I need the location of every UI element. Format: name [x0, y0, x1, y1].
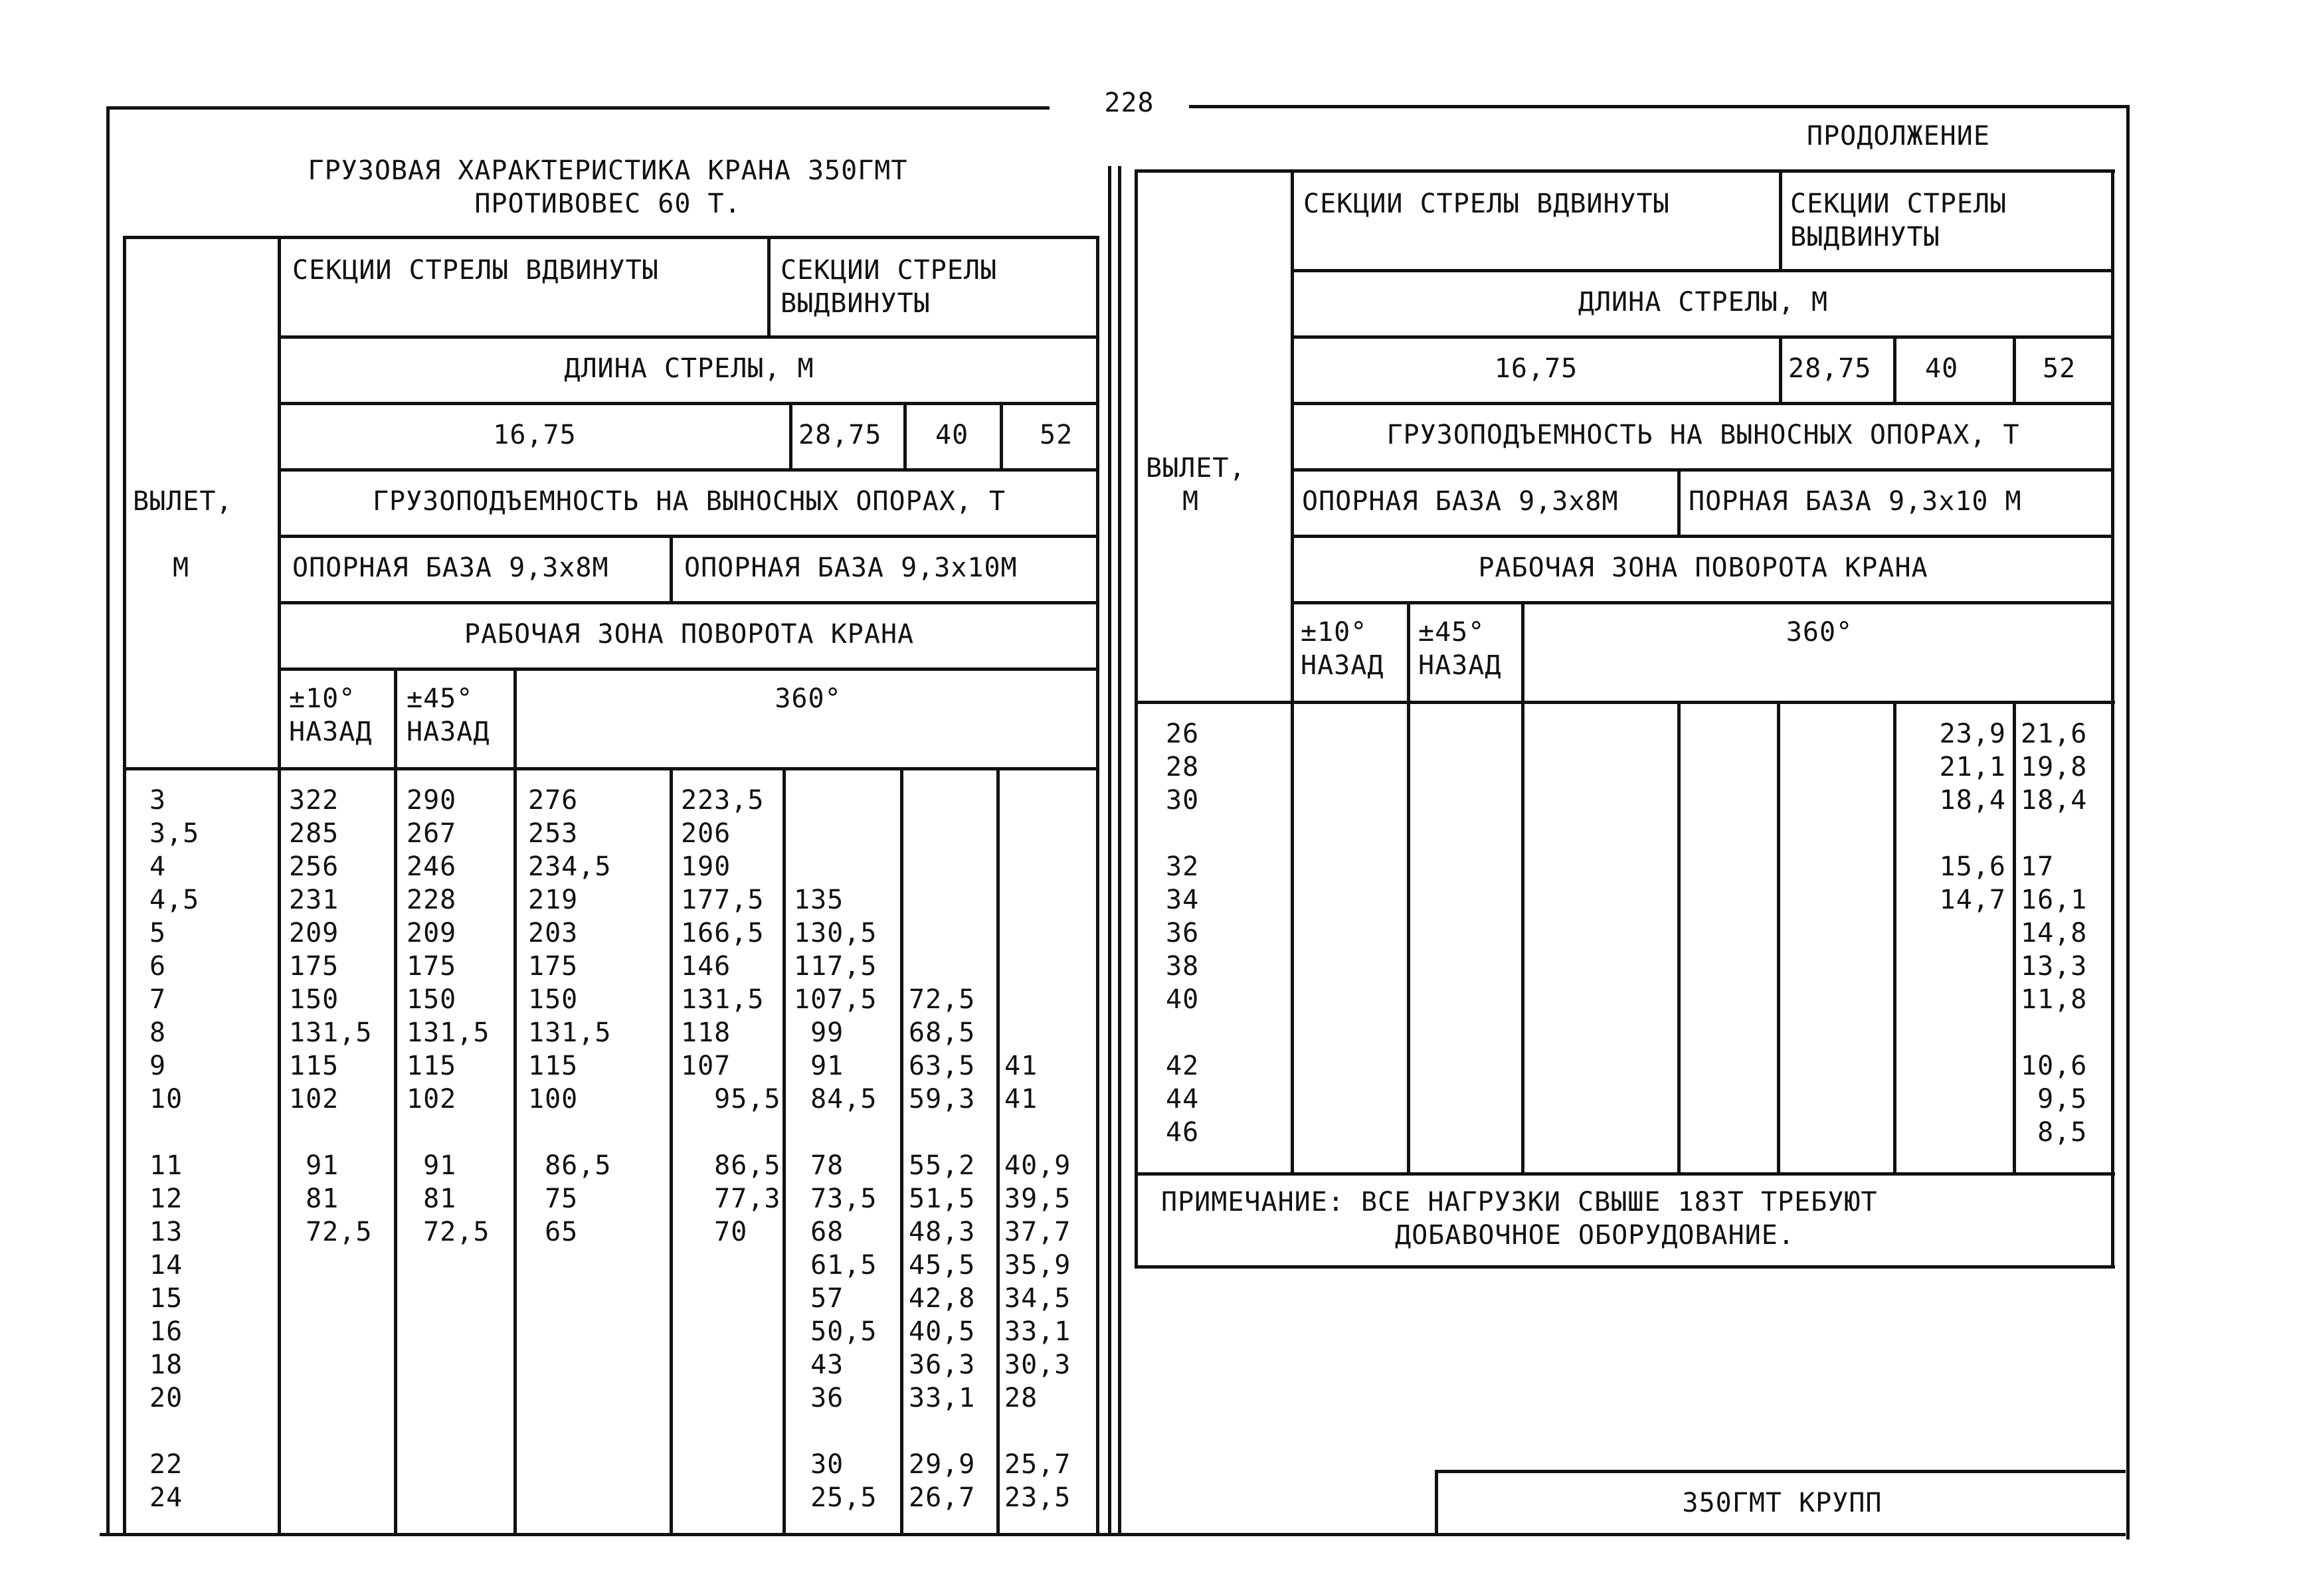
continuation-label: ПРОДОЛЖЕНИЕ [1807, 121, 1990, 151]
left-sections-in: СЕКЦИИ СТРЕЛЫ ВДВИНУТЫ [292, 255, 659, 286]
left-col-reach: 3 3,5 4 4,5 5 6 7 8 9 10 11 12 13 14 15 16 18 20 22 24 [149, 785, 200, 1513]
left-z45-line1: ±45° [407, 683, 474, 714]
page-number: 228 [1104, 88, 1154, 118]
right-len-52: 52 [2043, 353, 2076, 384]
left-reach-unit: М [173, 553, 190, 583]
right-reach-unit: М [1182, 486, 1200, 517]
right-base-8: ОПОРНАЯ БАЗА 9,3х8М [1302, 486, 1619, 517]
left-z45-line2: НАЗАД [407, 717, 490, 747]
left-title-line2: ПРОТИВОВЕС 60 Т. [474, 189, 741, 219]
left-sections-out-line2: ВЫДВИНУТЫ [781, 288, 931, 319]
left-col-52: 41 41 40,9 39,5 37,7 35,9 34,5 33,1 30,3 28 25,7 23,5 [1004, 1051, 1071, 1513]
left-col-40: 72,5 68,5 63,5 59,3 55,2 51,5 48,3 45,5 42,8 40,5 36,3 33,1 29,9 26,7 [909, 984, 976, 1513]
left-boom-length: ДЛИНА СТРЕЛЫ, М [564, 353, 814, 384]
left-z10-line2: НАЗАД [289, 717, 373, 747]
left-col-45-back: 290 267 246 228 209 175 150 131,5 115 102 91 81 72,5 [407, 785, 490, 1247]
left-base-10: ОПОРНАЯ БАЗА 9,3х10М [684, 553, 1018, 583]
left-len-1675: 16,75 [493, 420, 577, 450]
right-len-40: 40 [1925, 353, 1959, 384]
note-line1: ПРИМЕЧАНИЕ: ВСЕ НАГРУЗКИ СВЫШЕ 183Т ТРЕБУЮТ [1161, 1187, 1878, 1217]
right-sections-out-line2: ВЫДВИНУТЫ [1790, 222, 1940, 252]
right-reach-label: ВЫЛЕТ, [1146, 453, 1246, 484]
frame-bottom [100, 1533, 2126, 1536]
left-col-360-base8: 276 253 234,5 219 203 175 150 131,5 115 100 86,5 75 65 [528, 785, 612, 1247]
left-col-360-base10: 223,5 206 190 177,5 166,5 146 131,5 118 107 95,5 86,5 77,3 70 [681, 785, 781, 1247]
right-z45-line1: ±45° [1418, 617, 1485, 648]
right-len-1675: 16,75 [1494, 353, 1578, 384]
left-len-40: 40 [935, 420, 969, 450]
left-col-2875: 135 130,5 117,5 107,5 99 91 84,5 78 73,5 68 61,5 57 50,5 43 36 30 25,5 [794, 885, 877, 1513]
right-col-reach: 26 28 30 32 34 36 38 40 42 44 46 [1166, 719, 1200, 1148]
right-sections-out-line1: СЕКЦИИ СТРЕЛЫ [1790, 189, 2007, 219]
frame-left [106, 106, 110, 1534]
left-len-2875: 28,75 [798, 420, 882, 450]
frame-right [2126, 105, 2130, 1540]
left-len-52: 52 [1040, 420, 1073, 450]
right-z10-line2: НАЗАД [1301, 650, 1384, 681]
right-base-10: ПОРНАЯ БАЗА 9,3х10 М [1689, 486, 2022, 517]
frame-top-right [1189, 105, 2130, 108]
note-line2: ДОБАВОЧНОЕ ОБОРУДОВАНИЕ. [1395, 1220, 1795, 1251]
right-work-zone: РАБОЧАЯ ЗОНА ПОВОРОТА КРАНА [1478, 553, 1928, 583]
right-len-2875: 28,75 [1788, 353, 1872, 384]
left-capacity: ГРУЗОПОДЪЕМНОСТЬ НА ВЫНОСНЫХ ОПОРАХ, Т [372, 486, 1006, 517]
left-reach-label: ВЫЛЕТ, [133, 486, 233, 517]
left-work-zone: РАБОЧАЯ ЗОНА ПОВОРОТА КРАНА [464, 619, 915, 650]
right-z45-line2: НАЗАД [1418, 650, 1502, 681]
left-z10-line1: ±10° [289, 683, 356, 714]
right-col-52: 21,6 19,8 18,4 17 16,1 14,8 13,3 11,8 10,6 9,5 8,5 [2021, 719, 2088, 1148]
left-title-line1: ГРУЗОВАЯ ХАРАКТЕРИСТИКА КРАНА 350ГМТ [308, 155, 908, 186]
right-col-40: 23,9 21,1 18,4 15,6 14,7 [1939, 719, 2006, 915]
right-capacity: ГРУЗОПОДЪЕМНОСТЬ НА ВЫНОСНЫХ ОПОРАХ, Т [1386, 420, 2020, 450]
left-base-8: ОПОРНАЯ БАЗА 9,3х8М [292, 553, 609, 583]
left-col-10-back: 322 285 256 231 209 175 150 131,5 115 102 91 81 72,5 [289, 785, 373, 1247]
right-boom-length: ДЛИНА СТРЕЛЫ, М [1578, 287, 1829, 317]
right-z10-line1: ±10° [1301, 617, 1368, 648]
stamp-label: 350ГМТ КРУПП [1682, 1488, 1883, 1518]
right-z360: 360° [1786, 617, 1853, 648]
left-sections-out-line1: СЕКЦИИ СТРЕЛЫ [781, 255, 998, 286]
frame-top-left [106, 106, 1050, 110]
right-sections-in: СЕКЦИИ СТРЕЛЫ ВДВИНУТЫ [1303, 189, 1670, 219]
frame-center-divider-1 [1108, 166, 1111, 1534]
frame-center-divider-2 [1118, 166, 1121, 1534]
left-z360: 360° [775, 683, 842, 714]
